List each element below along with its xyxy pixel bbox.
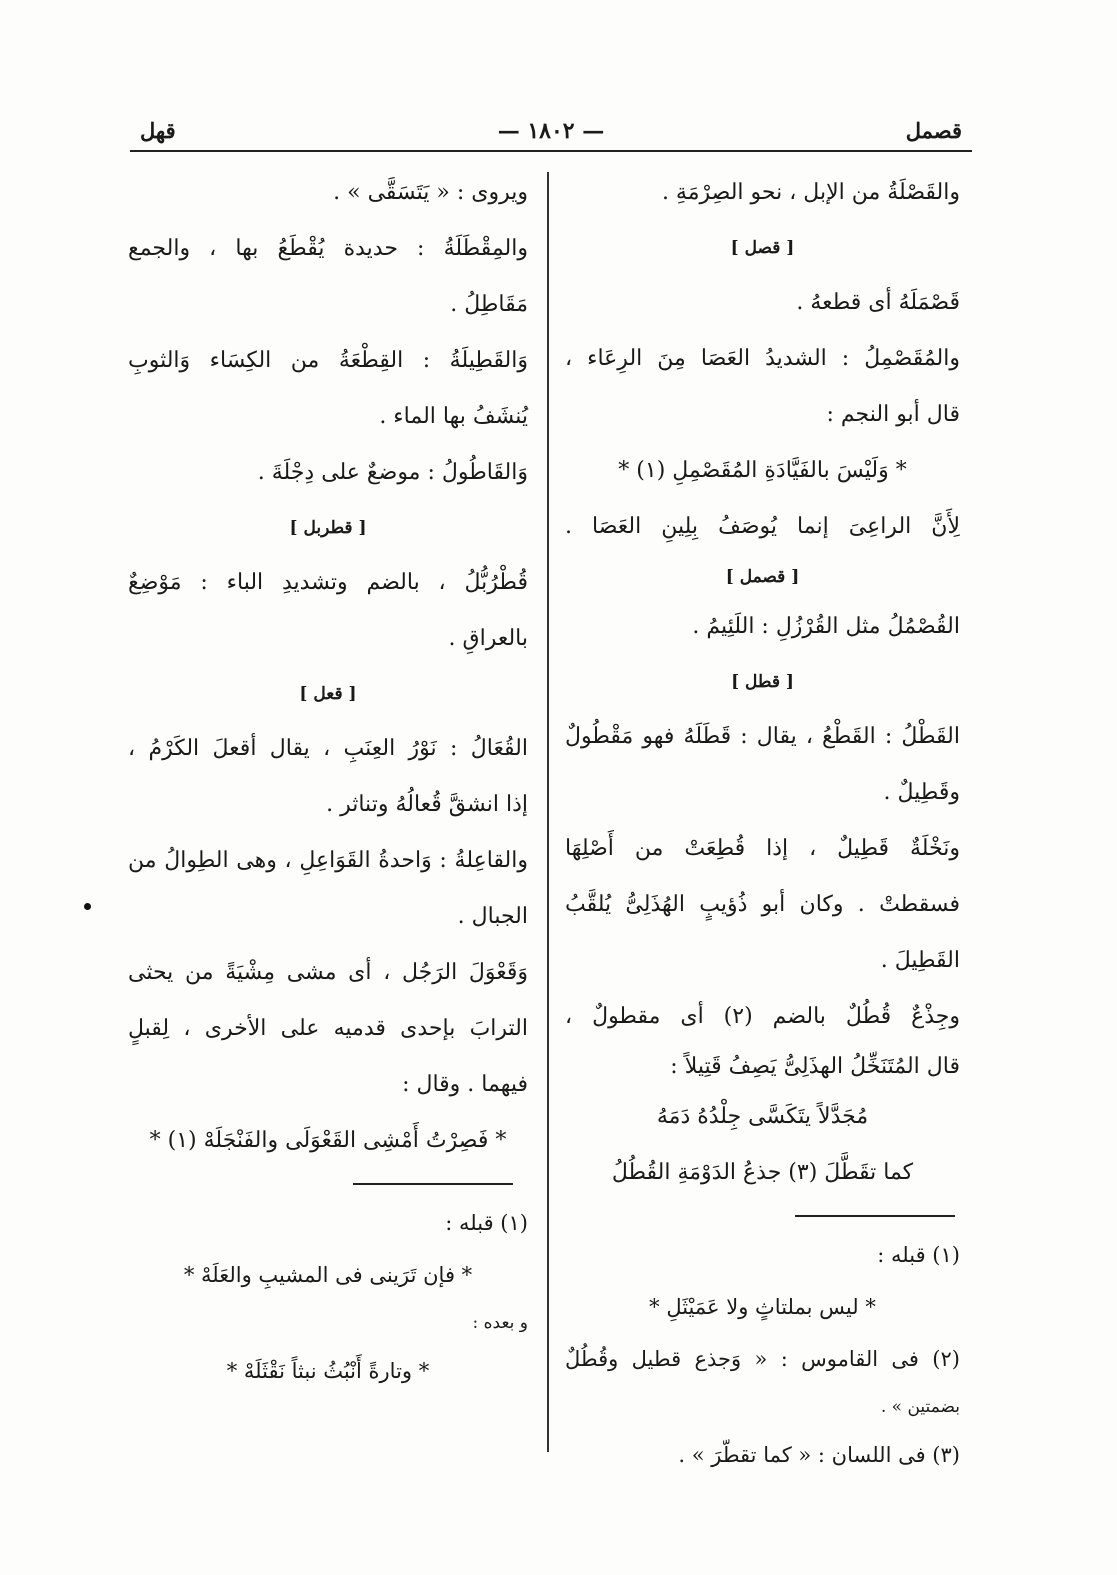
footnote-rule [795,1215,955,1217]
left-column-body [128,165,528,1169]
entry-heading: [ قعل ] [299,684,357,704]
footnote-line: (١) قبله : [877,1243,960,1267]
entry-line: وقَطِيلٌ . [883,780,960,805]
footnote-line: * وتارةً أَنْبُثُ نبثاً نَقْثَلَهْ * [226,1359,430,1383]
margin-dot [84,903,91,910]
entry-heading: [ قطل ] [731,672,794,692]
footnote-line: (٣) فى اللسان : « كما تقطّرَ » . [678,1443,960,1467]
entry-line: القُعَالُ : نَوْرُ العِنَبِ ، يقال أقعلَ الكَرْمُ ، [128,736,528,761]
footnote-line: (١) قبله : [445,1211,528,1235]
entry-line: القُصْمُلُ مثل القُرْزُلِ : اللَئِيمُ . [692,614,960,639]
footnote-line: (٢) فى القاموس : « وَجذع قطيل وقُطُلٌ [565,1347,960,1371]
entry-line: القَطْلُ : القَطْعُ ، يقال : قَطَلَهُ فهو مَقْطُولٌ [565,724,960,749]
footnote-line: * فإن تَرَينى فى المشيبِ والعَلَهْ * [183,1263,473,1287]
footnote-rule [353,1183,513,1185]
entry-line: قُطْرُبُّلُ ، بالضم وتشديدِ الباء : مَوْضِعٌ [128,570,528,595]
entry-line: وجِذْعٌ قُطُلٌ بالضم (٢) أى مقطولٌ ، [565,1004,961,1029]
entry-line: لِأَنَّ الراعِىَ إنما يُوصَفُ بِلِينِ العَصَا . [565,514,960,539]
entry-line: * فَصِرْتُ أَمْشِى القَعْوَلَى والفَنْجَلَهْ (١) * [149,1128,507,1153]
entry-line: والقَصْلَةُ من الإبل ، نحو الصِرْمَةِ . [661,180,960,205]
entry-line: الجبال . [457,904,528,929]
header-entry-right: قصمل [905,118,962,143]
left-column [128,165,528,1397]
footnote-line: و بعده : [472,1313,528,1333]
entry-line: قال أبو النجم : [826,402,960,427]
entry-line: القَطِيلَ . [880,948,960,973]
left-footnotes [128,1197,528,1397]
entry-line: يُنشَفُ بها الماء . [379,404,528,429]
entry-line: والقاعِلةُ : وَاحدةُ القَوَاعِلِ ، وهى الطِوالُ من [128,848,528,873]
entry-line: وَقَعْوَلَ الرَجُل ، أى مشى مِشْيَةً من يحثى [128,960,528,985]
entry-line: مَقَاطِلُ . [450,292,528,317]
entry-line: * وَلَيْسَ بالفَيَّادَةِ المُقَصْمِلِ (١) * [618,458,907,483]
entry-line: والمُقَصْمِلُ : الشديدُ العَصَا مِنَ الرِعَاء ، [565,346,960,371]
entry-line: ونَخْلَةٌ قَطِيلٌ ، إذا قُطِعَتْ من أَصْلِهَا [565,836,960,861]
entry-heading: [ قصمل ] [725,567,800,587]
footnote-line: بضمتين » . [880,1397,960,1417]
entry-line: فسقطتْ . وكان أبو ذُؤيبٍ الهُذَلِىُّ يُلقَّبُ [565,892,960,917]
entry-line: والمِقْطَلَةُ : حديدة يُقْطَعُ بها ، والجمع [128,236,528,261]
entry-line: مُجَدَّلاً يتَكَسَّى جِلْدُهُ دَمَهُ [656,1104,869,1129]
entry-heading: [ قطربل ] [289,518,367,538]
entry-line: كما تقَطَّلَ (٣) جذعُ الدَوْمَةِ القُطُلُ [611,1160,914,1185]
column-divider [547,172,549,1452]
header-entry-left: قهل [140,118,176,143]
entry-line: إذا انشقَّ قُعالُهُ وتناثر . [326,792,528,817]
entry-line: وَالقَطِيلَةُ : القِطْعَةُ من الكِسَاء وَالثوبِ [128,348,528,373]
entry-line: قال المُتَنَخِّلُ الهذَلِىُّ يَصِفُ قَتِيلاً : [670,1054,960,1079]
right-footnotes [565,1229,960,1481]
entry-line: ويروى : « يَتَسَقَّى » . [333,180,528,205]
entry-heading: [ قصل ] [730,238,795,258]
entry-line: فيهما . وقال : [402,1072,528,1097]
right-column-body [565,165,960,1201]
page-header [130,112,972,152]
entry-line: الترابَ بإحدى قدميه على الأخرى ، لِقبلٍ [128,1016,528,1041]
entry-line: وَالقَاطُولُ : موضعٌ على دِجْلَةَ . [257,460,528,485]
entry-line: قَصْمَلَهُ أى قطعهُ . [796,290,960,315]
page-number: — ١٨٠٢ — [497,118,605,144]
right-column [565,165,960,1481]
footnote-line: * ليس بملتاثٍ ولا عَمَيْثَلِ * [649,1295,876,1319]
header-rule [130,150,972,152]
entry-line: بالعراقِ . [448,626,528,651]
